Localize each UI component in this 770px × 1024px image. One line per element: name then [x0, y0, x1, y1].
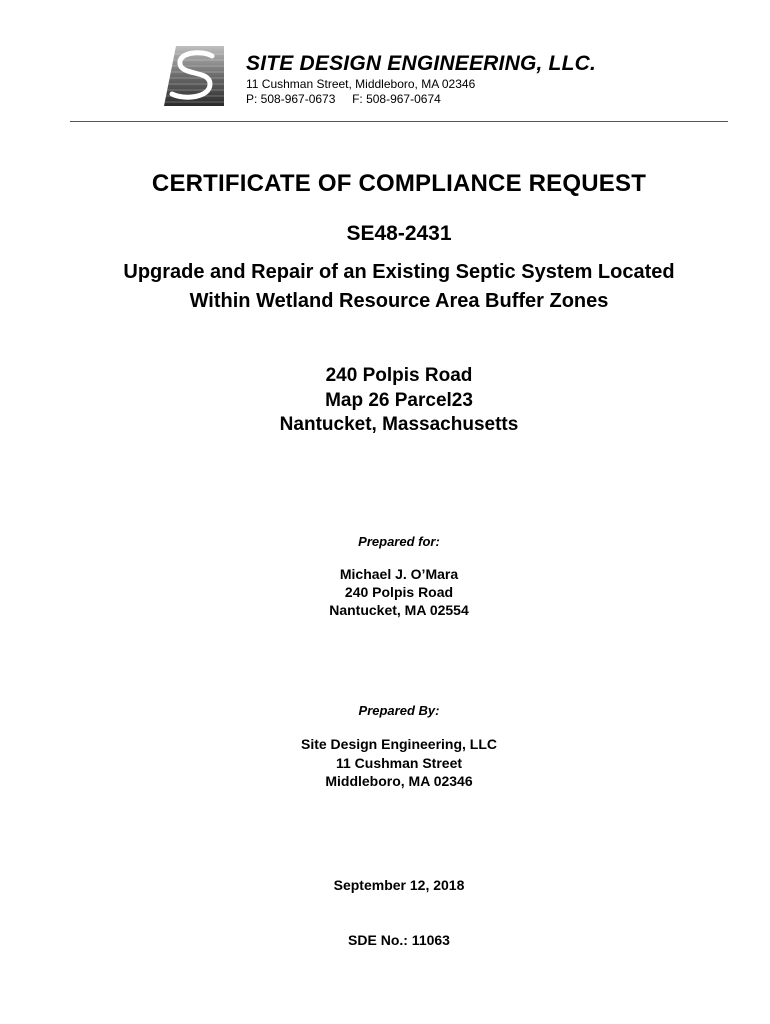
- sde-s-logo-icon: [160, 44, 226, 108]
- subtitle-line-1: Upgrade and Repair of an Existing Septic System Located: [123, 261, 675, 283]
- prepared-by-city: Middleboro, MA 02346: [325, 773, 473, 789]
- header-divider: [70, 121, 728, 122]
- sde-number: SDE No.: 11063: [348, 932, 450, 948]
- prepared-for-street: 240 Polpis Road: [344, 584, 454, 600]
- site-address-parcel: Map 26 Parcel23: [325, 390, 473, 411]
- prepared-for-name: Michael J. O’Mara: [339, 566, 459, 582]
- prepared-for-label: Prepared for:: [358, 534, 440, 549]
- document-title: CERTIFICATE OF COMPLIANCE REQUEST: [151, 170, 647, 197]
- subtitle-line-2: Within Wetland Resource Area Buffer Zones: [189, 290, 609, 312]
- file-number: SE48-2431: [346, 222, 452, 245]
- prepared-by-street: 11 Cushman Street: [335, 755, 463, 771]
- site-address-street: 240 Polpis Road: [325, 365, 473, 386]
- prepared-by-label: Prepared By:: [358, 703, 440, 718]
- prepared-by-name: Site Design Engineering, LLC: [300, 736, 498, 752]
- company-address: 11 Cushman Street, Middleboro, MA 02346: [246, 77, 476, 91]
- company-phone-fax: P: 508-967-0673 F: 508-967-0674: [246, 92, 441, 106]
- prepared-for-city: Nantucket, MA 02554: [329, 602, 469, 618]
- site-address-town: Nantucket, Massachusetts: [279, 414, 519, 435]
- document-date: September 12, 2018: [333, 877, 465, 893]
- company-name: SITE DESIGN ENGINEERING, LLC.: [246, 52, 597, 75]
